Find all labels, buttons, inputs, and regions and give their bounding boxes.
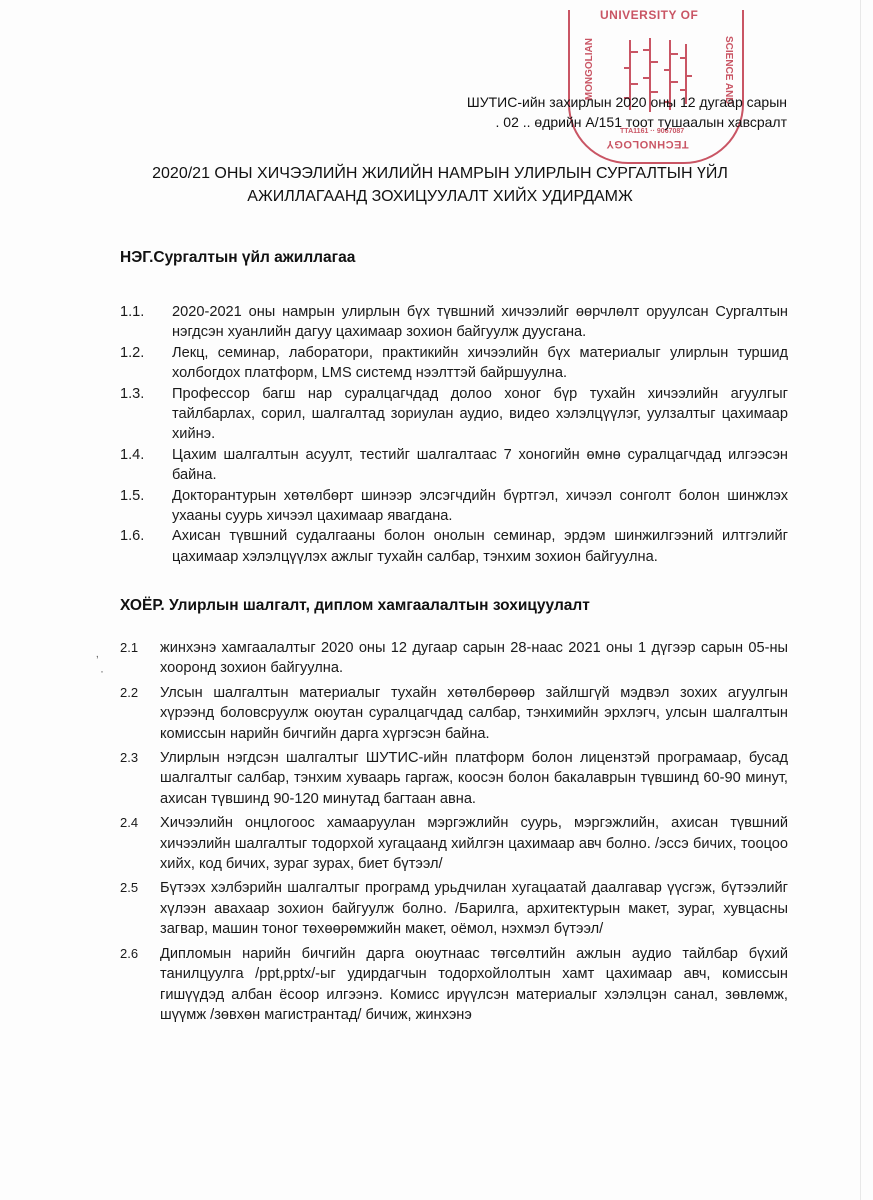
item-number: 1.5. <box>120 487 145 504</box>
item-number: 2.2 <box>120 684 139 700</box>
item-text: Улсын шалгалтын материалыг тухайн хөтөлбөрөөр зайлшгүй мэдвэл зохих агуулгын хүрээнд боловсруулж оюутан суралцагчдад салбар, тэнхимийн эрхлэгч, улсын шалгалтын комиссын нарийн бичгийн дарга хүргэсэн байна. <box>160 684 788 742</box>
seal-top-text: UNIVERSITY OF <box>600 8 699 22</box>
item-number: 2.1 <box>120 640 139 655</box>
title-line-1: 2020/21 ОНЫ ХИЧЭЭЛИЙН ЖИЛИЙН НАМРЫН УЛИРЛЫН СУРГАЛТЫН ҮЙЛ <box>152 165 728 182</box>
item-number: 1.2. <box>120 344 145 361</box>
section-1-heading: НЭГ.Сургалтын үйл ажиллагаа <box>120 249 356 266</box>
page-edge <box>860 0 861 1200</box>
item-text: Хичээлийн онцлогоос хамааруулан мэргэжлийн суурь, мэргэжлийн, ахисан түвшний хичээлийн шалгалтыг тодорхой хугацаанд хийлгэн цахимаар авч болно. /эссэ бичих, тооцоо хийх, код бичих, зураг зурах, биет бүтээл/ <box>160 815 788 873</box>
item-number: 2.4 <box>120 815 139 831</box>
margin-mark-icon: ‚ <box>96 646 99 660</box>
item-number: 1.1. <box>120 304 145 320</box>
document-title <box>100 162 780 208</box>
list-item <box>120 486 788 527</box>
item-text: Цахим шалгалтын асуулт, тестийг шалгалтаас 7 хоногийн өмнө суралцагчдад илгээсэн байна. <box>172 446 788 484</box>
section-2-heading: ХОЁР. Улирлын шалгалт, диплом хамгаалалтын зохицуулалт <box>120 597 590 614</box>
list-item <box>120 343 788 384</box>
decree-attachment-note <box>467 92 787 132</box>
seal-registration: ТТА1161 ·· 9067087 <box>620 128 685 135</box>
list-item <box>120 638 788 679</box>
item-number: 1.3. <box>120 385 145 402</box>
item-number: 2.5 <box>120 880 139 896</box>
title-line-2: АЖИЛЛАГААНД ЗОХИЦУУЛАЛТ ХИЙХ УДИРДАМЖ <box>247 188 633 205</box>
item-number: 2.6 <box>120 945 139 961</box>
item-text: Профессор багш нар суралцагчдад долоо хоног бүр тухайн хичээлийн агуулгыг тайлбарлах, сорил, шалгалтад зориулан аудио, видео хэлэлцүүлэг, уулзалтыг цахимаар хийнэ. <box>172 385 788 443</box>
section-2-list <box>120 638 788 1029</box>
list-item <box>120 445 788 486</box>
list-item <box>120 878 788 939</box>
seal-right-text: SCIENCE AND <box>723 36 734 105</box>
item-number: 1.6. <box>120 528 145 545</box>
seal-left-text: MONGOLIAN <box>584 38 595 101</box>
list-item <box>120 683 788 744</box>
item-text: жинхэнэ хамгаалалтыг 2020 оны 12 дугаар сарын 28-наас 2021 оны 1 дүгээр сарын 05-ны хооронд зохион байгуулна. <box>160 640 788 677</box>
item-number: 2.3 <box>120 750 139 766</box>
list-item <box>120 944 788 1026</box>
list-item <box>120 302 788 343</box>
list-item <box>120 748 788 809</box>
seal-bottom-text: TECHNOLOGY <box>606 138 689 150</box>
university-seal-stamp <box>568 10 744 164</box>
item-text: Докторантурын хөтөлбөрт шинээр элсэгчдийн бүртгэл, хичээл сонголт болон шинжлэх ухааны суурь хичээл цахимаар явагдана. <box>172 487 788 525</box>
item-number: 1.4. <box>120 446 145 463</box>
decree-line-2: . 02 .. өдрийн А/151 тоот тушаалын хавсралт <box>495 114 787 130</box>
decree-line-1: ШУТИС-ийн захирлын 2020 оны 12 дугаар сарын <box>466 94 787 110</box>
margin-dot-icon: · <box>100 664 104 678</box>
item-text: 2020-2021 оны намрын улирлын бүх түвшний хичээлийг өөрчлөлт оруулсан Сургалтын нэгдсэн хуанлийн дагуу цахимаар зохион байгуулж дуусгана. <box>172 304 788 341</box>
section-1-list <box>120 302 788 567</box>
list-item <box>120 384 788 445</box>
item-text: Ахисан түвшний судалгааны болон онолын семинар, эрдэм шинжилгээний илтгэлийг цахимаар хэлэлцүүлэх ажлыг тухайн салбар, тэнхим зохион байгуулна. <box>172 528 788 565</box>
list-item <box>120 526 788 567</box>
list-item <box>120 813 788 874</box>
item-text: Улирлын нэгдсэн шалгалтыг ШУТИС-ийн платформ болон лицензтэй програмаар, бусад шалгалтыг салбар, тэнхим хуваарь гаргаж, коосэн болон бакалаврын түвшинд 60-90 минут, ахисан түвшинд 90-120 минутад багтаан авна. <box>160 750 788 807</box>
item-text: Дипломын нарийн бичгийн дарга оюутнаас төгсөлтийн ажлын аудио тайлбар бүхий танилцуулга /ppt,pptx/-ыг удирдагчын тодорхойлолтын хамт цахимаар авч, комиссын гишүүдэд албан ёсоор илгээнэ. Комисс ирүүлсэн материалыг хэлэлцэн санал, зөвлөмж, шүүмж /зөвхөн магистрантад/ бичиж, жинхэнэ <box>160 945 788 1023</box>
item-text: Лекц, семинар, лаборатори, практикийн хичээлийн бүх материалыг улирлын туршид холбогдох платформ, LMS системд нээлттэй байршуулна. <box>172 344 788 382</box>
item-text: Бүтээх хэлбэрийн шалгалтыг програмд урьдчилан хугацаатай даалгавар үүсгэж, бүтээлийг хүлээн авахаар зохион байгуулж болно. /Барилга, архитектурын макет, зураг, хувцасны загвар, машин тоног төхөөрөмжийн макет, оёмол, нэхмэл бүтээл/ <box>160 880 788 938</box>
